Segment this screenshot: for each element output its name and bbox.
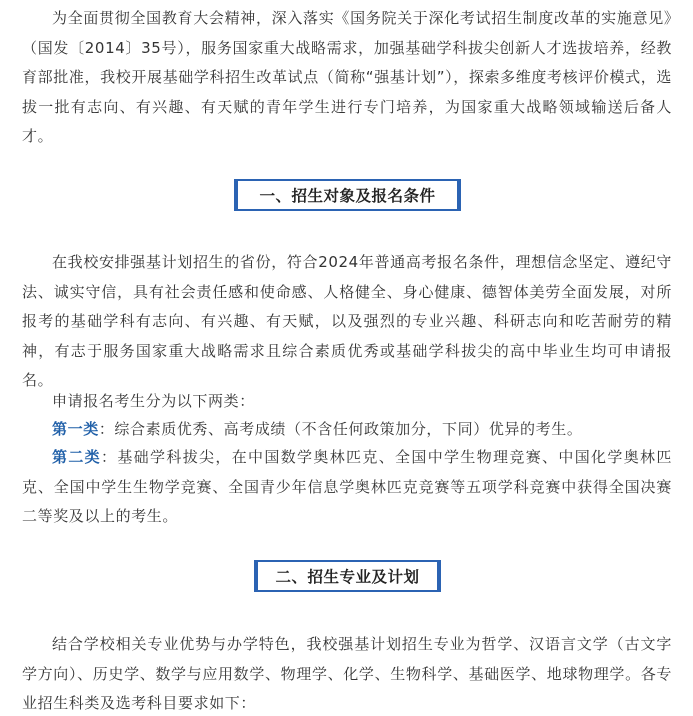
section-heading-majors-text: 二、招生专业及计划 [275,568,420,586]
category-1-item [22,415,672,445]
category-2-item [22,443,672,532]
apply-categories-intro: 申请报名考生分为以下两类： [52,392,255,410]
majors-paragraph: 结合学校相关专业优势与办学特色，我校强基计划招生专业为哲学、汉语言文学（古文字学方向）、历史学、数学与应用数学、物理学、化学、生物科学、基础医学、地球物理学。各专业招生科类及选考科目要求如下： [22,635,672,712]
category-2-text: ：基础学科拔尖，在中国数学奥林匹克、全国中学生物理竞赛、中国化学奥林匹克、全国中学生生物学竞赛、全国青少年信息学奥林匹克竞赛等五项学科竞赛中获得全国决赛二等奖及以上的考生。 [22,448,672,525]
category-2-label: 第二类 [52,448,102,466]
eligibility-paragraph: 在我校安排强基计划招生的省份，符合2024年普通高考报名条件，理想信念坚定、遵纪守法、诚实守信，具有社会责任感和使命感、人格健全、身心健康、德智体美劳全面发展，对所报考的基础学科有志向、有兴趣、有天赋，以及强烈的专业兴趣、科研志向和吃苦耐劳的精神，有志于服务国家重大战略需求且综合素质优秀或基础学科拔尖的高中毕业生均可申请报名。 [22,253,672,389]
category-1-text: ：综合素质优秀、高考成绩（不含任何政策加分，下同）优异的考生。 [98,420,583,438]
section-heading-eligibility [234,179,461,211]
section-heading-majors [254,560,441,592]
category-1-label: 第一类 [52,420,99,438]
intro-paragraph: 为全面贯彻全国教育大会精神，深入落实《国务院关于深化考试招生制度改革的实施意见》（国发〔2014〕35号），服务国家重大战略需求，加强基础学科拔尖创新人才选拔培养，经教育部批准，我校开展基础学科招生改革试点（简称“强基计划”），探索多维度考核评价模式，选拔一批有志向、有兴趣、有天赋的青年学生进行专门培养，为国家重大战略领域输送后备人才。 [22,9,672,145]
section-heading-eligibility-text: 一、招生对象及报名条件 [259,187,436,205]
